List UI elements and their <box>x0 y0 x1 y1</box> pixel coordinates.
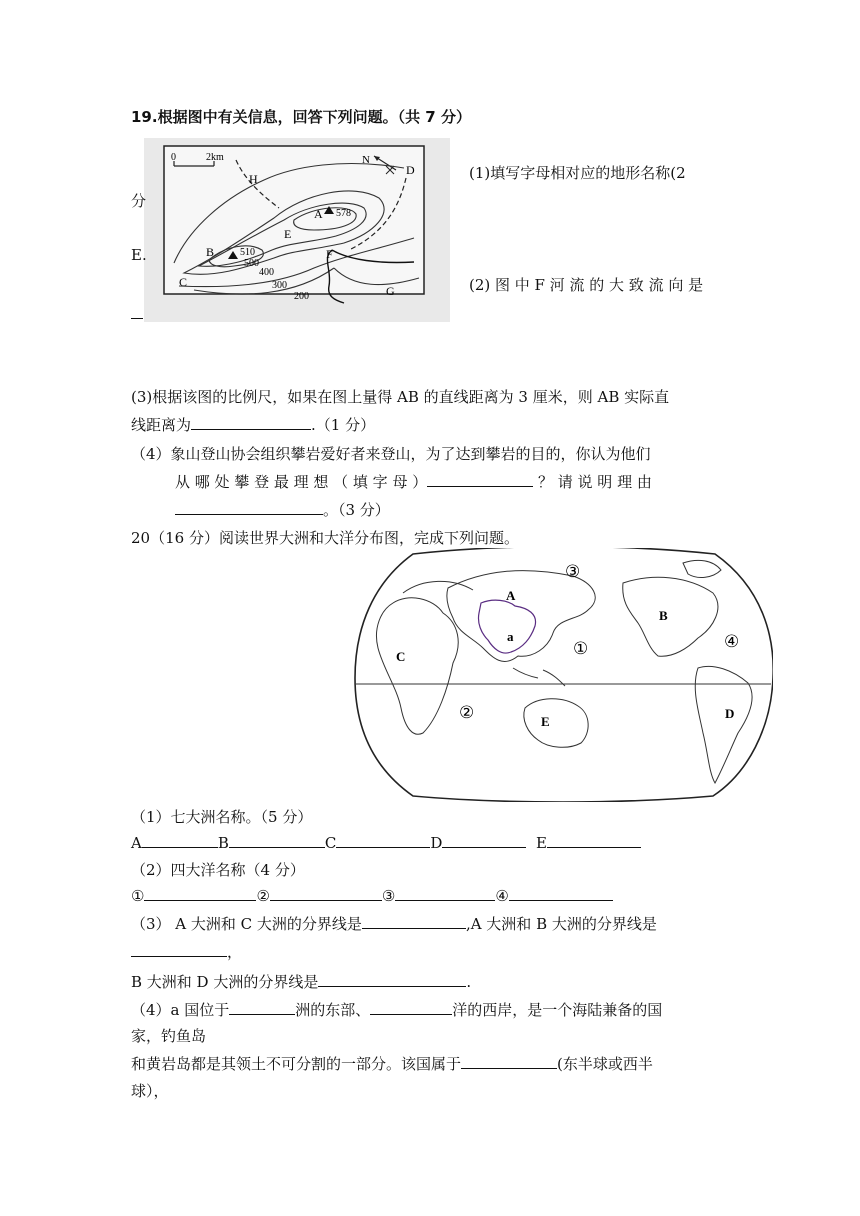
continent-b-label: B <box>217 834 229 852</box>
ocean-2: ② <box>459 703 475 722</box>
q20-sub4-pre3: 和黄岩岛都是其领土不可分割的一部分。该国属于 <box>131 1055 462 1073</box>
continent-d-blank[interactable] <box>442 833 526 848</box>
topo-label-g: G <box>386 284 395 298</box>
topo-map <box>144 138 450 322</box>
continent-c: C <box>396 649 406 664</box>
boundary-bd-blank[interactable] <box>318 972 466 987</box>
q19-title: 19.根据图中有关信息，回答下列问题。（共 7 分） <box>131 108 471 126</box>
q19-part1: (1)填写字母相对应的地形名称(2 <box>469 164 686 182</box>
q20-sub4-mid1: 洲的东部、 <box>295 1001 371 1019</box>
contour-400: 400 <box>259 267 274 278</box>
continent-d: D <box>725 706 735 721</box>
q19-part4-line3 <box>175 499 390 520</box>
q19-part4-line2 <box>175 471 652 492</box>
q19-part3-blank[interactable] <box>191 415 311 430</box>
ocean-1-blank[interactable] <box>144 886 256 901</box>
q19-part4-pre: 从 哪 处 攀 登 最 理 想 （ 填 字 母 ） <box>175 473 428 491</box>
hemisphere-blank[interactable] <box>461 1054 557 1069</box>
scale-label: 2km <box>206 152 224 163</box>
q19-part2: (2) 图 中 F 河 流 的 大 致 流 向 是 <box>469 276 704 294</box>
q20-sub4-line2: 家，钓鱼岛 <box>131 1027 207 1045</box>
ocean-4: ④ <box>724 632 740 651</box>
ocean-of-a-blank[interactable] <box>370 1000 452 1015</box>
continent-c-label: C <box>324 834 337 852</box>
q20-title: 20（16 分）阅读世界大洲和大洋分布图，完成下列问题。 <box>131 529 519 547</box>
ocean-3-label: ③ <box>381 887 396 905</box>
continent-a-blank[interactable] <box>142 833 218 848</box>
boundary-ac-blank[interactable] <box>362 914 466 929</box>
q20-sub3-line3 <box>131 971 471 992</box>
topo-label-a: A <box>314 207 323 221</box>
north-label: N <box>362 154 370 166</box>
continent-e-blank[interactable] <box>547 833 641 848</box>
topo-label-d: D <box>406 163 415 177</box>
contour-300: 300 <box>272 280 287 291</box>
q19-part1-e: E. <box>131 246 147 264</box>
world-map <box>353 548 773 802</box>
q20-sub3-line2 <box>131 941 242 962</box>
contour-500: 500 <box>244 258 259 269</box>
ocean-1-label: ① <box>131 887 145 905</box>
q20-ocean-blanks <box>131 886 613 905</box>
ocean-2-blank[interactable] <box>270 886 382 901</box>
q20-sub4-mid2: 洋的西岸，是一个海陆兼备的国 <box>452 1001 663 1019</box>
q19-part4-blank-reason[interactable] <box>175 500 323 515</box>
q20-sub1: （1）七大洲名称。（5 分） <box>131 808 313 826</box>
q19-part4-line1: （4）象山登山协会组织攀岩爱好者来登山，为了达到攀岩的目的，你认为他们 <box>131 445 651 463</box>
contour-200: 200 <box>294 291 309 302</box>
q19-part2-blank[interactable] <box>131 318 143 319</box>
continent-c-blank[interactable] <box>336 833 430 848</box>
q20-sub2: （2）四大洋名称（4 分） <box>131 861 305 879</box>
q20-continent-blanks <box>131 833 641 852</box>
q20-sub3-pre: （3） A 大洲和 C 大洲的分界线是 <box>131 915 362 933</box>
topo-label-f: F <box>326 247 333 261</box>
q20-sub4-line1 <box>131 999 662 1020</box>
ocean-4-label: ④ <box>495 887 509 905</box>
country-a: a <box>507 629 514 644</box>
boundary-ab-blank[interactable] <box>131 942 227 957</box>
q19-part4-blank-letter[interactable] <box>427 472 533 487</box>
ocean-1: ① <box>573 639 589 658</box>
ocean-2-label: ② <box>256 887 270 905</box>
q20-sub4-post3: (东半球或西半 <box>557 1055 653 1073</box>
q19-part3-post: .（1 分） <box>311 416 376 434</box>
continent-a-label: A <box>131 834 142 852</box>
q19-part1-cont: 分 <box>131 192 147 210</box>
q20-sub3-bd: B 大洲和 D 大洲的分界线是 <box>131 973 319 991</box>
q20-sub3-end: . <box>466 973 472 991</box>
continent-e-label: E <box>535 834 547 852</box>
q19-part3-pre: 线距离为 <box>131 416 192 434</box>
q19-part4-end: 。（3 分） <box>323 501 390 519</box>
continent-e: E <box>541 714 550 729</box>
q19-part3-line1: (3)根据该图的比例尺，如果在图上量得 AB 的直线距离为 3 厘米，则 AB 实际直 <box>131 388 670 406</box>
q19-part4-post: ？ 请 说 明 理 由 <box>538 473 652 491</box>
topo-label-e: E <box>284 227 292 241</box>
continent-b: B <box>659 608 668 623</box>
continent-a: A <box>506 588 516 603</box>
q20-sub4-pre: （4）a 国位于 <box>131 1001 230 1019</box>
q20-sub4-line3 <box>131 1053 653 1074</box>
scale-zero: 0 <box>171 152 176 163</box>
continent-b-blank[interactable] <box>229 833 325 848</box>
ocean-4-blank[interactable] <box>509 886 613 901</box>
topo-label-h: H <box>249 172 258 186</box>
peak-a-value: 578 <box>336 208 351 219</box>
q20-sub3-comma: ， <box>227 943 243 961</box>
continent-d-label: D <box>430 834 443 852</box>
topo-label-b: B <box>206 245 215 259</box>
ocean-3: ③ <box>565 562 581 581</box>
topo-label-c: C <box>179 275 188 289</box>
ocean-3-blank[interactable] <box>395 886 495 901</box>
q19-part3-line2 <box>131 414 375 435</box>
q20-sub3-mid: ,A 大洲和 B 大洲的分界线是 <box>465 915 657 933</box>
q20-sub3-line1 <box>131 913 657 934</box>
q20-sub4-line4: 球）， <box>131 1082 169 1100</box>
peak-b-value: 510 <box>240 247 255 258</box>
continent-of-a-blank[interactable] <box>229 1000 295 1015</box>
